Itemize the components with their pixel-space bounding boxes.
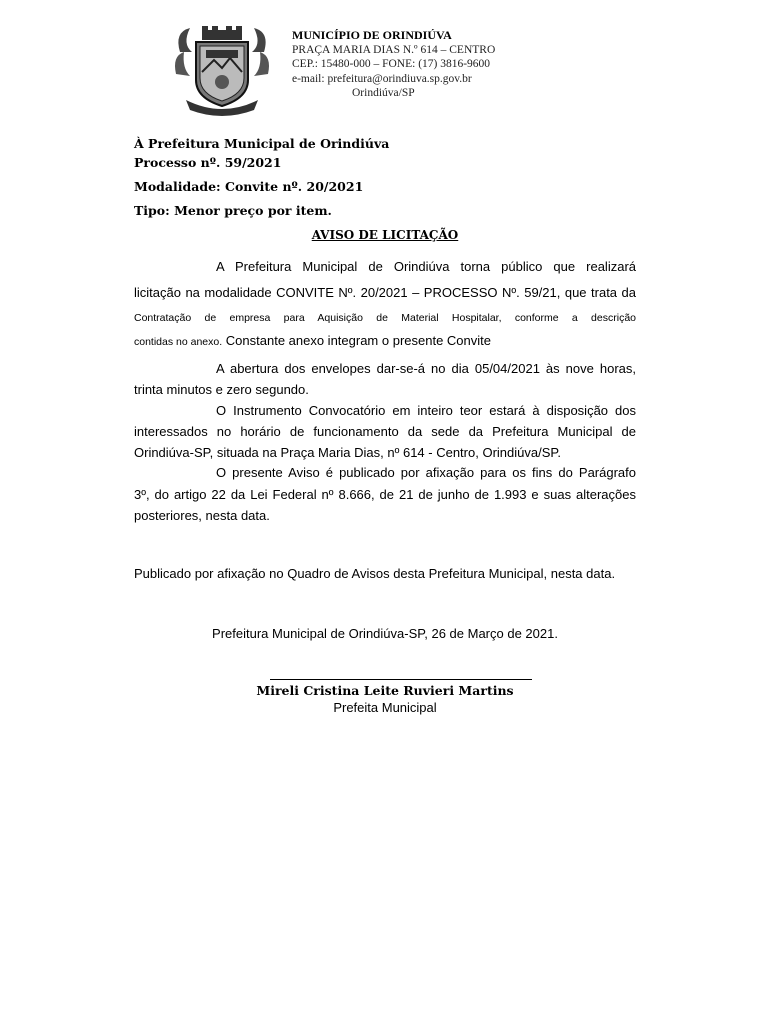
paragraph-2-line-1: A abertura dos envelopes dar-se-á no dia 05/04/2021 às nove horas,	[216, 361, 636, 376]
recipient-line: À Prefeitura Municipal de Orindiúva	[134, 136, 390, 151]
paragraph-1-line-4-end: Constante anexo integram o presente Convite	[225, 333, 491, 348]
paragraph-3-line-1: O Instrumento Convocatório em inteiro teor estará à disposição dos	[216, 403, 636, 418]
paragraph-4-line-3: posteriores, nesta data.	[134, 508, 270, 523]
paragraph-1-line-3: Contratação de empresa para Aquisição de Material Hospitalar, conforme a descrição	[134, 312, 636, 324]
signature-line	[270, 679, 532, 680]
crest-icon	[172, 22, 272, 118]
signatory-name: Mireli Cristina Leite Ruvieri Martins	[256, 683, 514, 698]
paragraph-4-line-1: O presente Aviso é publicado por afixação para os fins do Parágrafo	[216, 465, 636, 480]
city-line: Orindiúva/SP	[352, 87, 415, 99]
publication-line: Publicado por afixação no Quadro de Avisos desta Prefeitura Municipal, nesta data.	[134, 566, 616, 581]
cep-phone-line: CEP.: 15480-000 – FONE: (17) 3816-9600	[292, 58, 491, 70]
place-date-line: Prefeitura Municipal de Orindiúva-SP, 26 de Março de 2021.	[212, 626, 558, 641]
paragraph-1-line-4-start: contidas no anexo.	[134, 336, 223, 348]
paragraph-2-line-2: trinta minutos e zero segundo.	[134, 382, 309, 397]
paragraph-3-line-2: interessados no horário de funcionamento da sede da Prefeitura Municipal de	[134, 424, 636, 439]
letterhead	[292, 28, 495, 101]
municipality-name: MUNICÍPIO DE ORINDIÚVA	[292, 28, 452, 42]
paragraph-3-line-3: Orindiúva-SP, situada na Praça Maria Dias, nº 614 - Centro, Orindiúva/SP.	[134, 445, 561, 460]
paragraph-1-line-2: licitação na modalidade CONVITE Nº. 20/2021 – PROCESSO Nº. 59/21, que trata da	[134, 285, 636, 300]
address-line: PRAÇA MARIA DIAS N.º 614 – CENTRO	[292, 43, 496, 56]
process-line: Processo nº. 59/2021	[134, 155, 282, 170]
paragraph-4-line-2: 3º, do artigo 22 da Lei Federal nº 8.666, de 21 de junho de 1.993 e suas alterações	[134, 487, 636, 502]
type-line: Tipo: Menor preço por item.	[134, 203, 332, 218]
notice-title: AVISO DE LICITAÇÃO	[311, 228, 459, 242]
paragraph-1-line-4	[134, 333, 636, 348]
email-line: e-mail: prefeitura@orindiuva.sp.gov.br	[292, 72, 472, 85]
modality-line: Modalidade: Convite nº. 20/2021	[134, 179, 364, 194]
municipal-crest-logo	[172, 22, 272, 118]
signatory-role: Prefeita Municipal	[333, 700, 437, 715]
paragraph-1-line-1: A Prefeitura Municipal de Orindiúva torna público que realizará	[216, 259, 636, 274]
